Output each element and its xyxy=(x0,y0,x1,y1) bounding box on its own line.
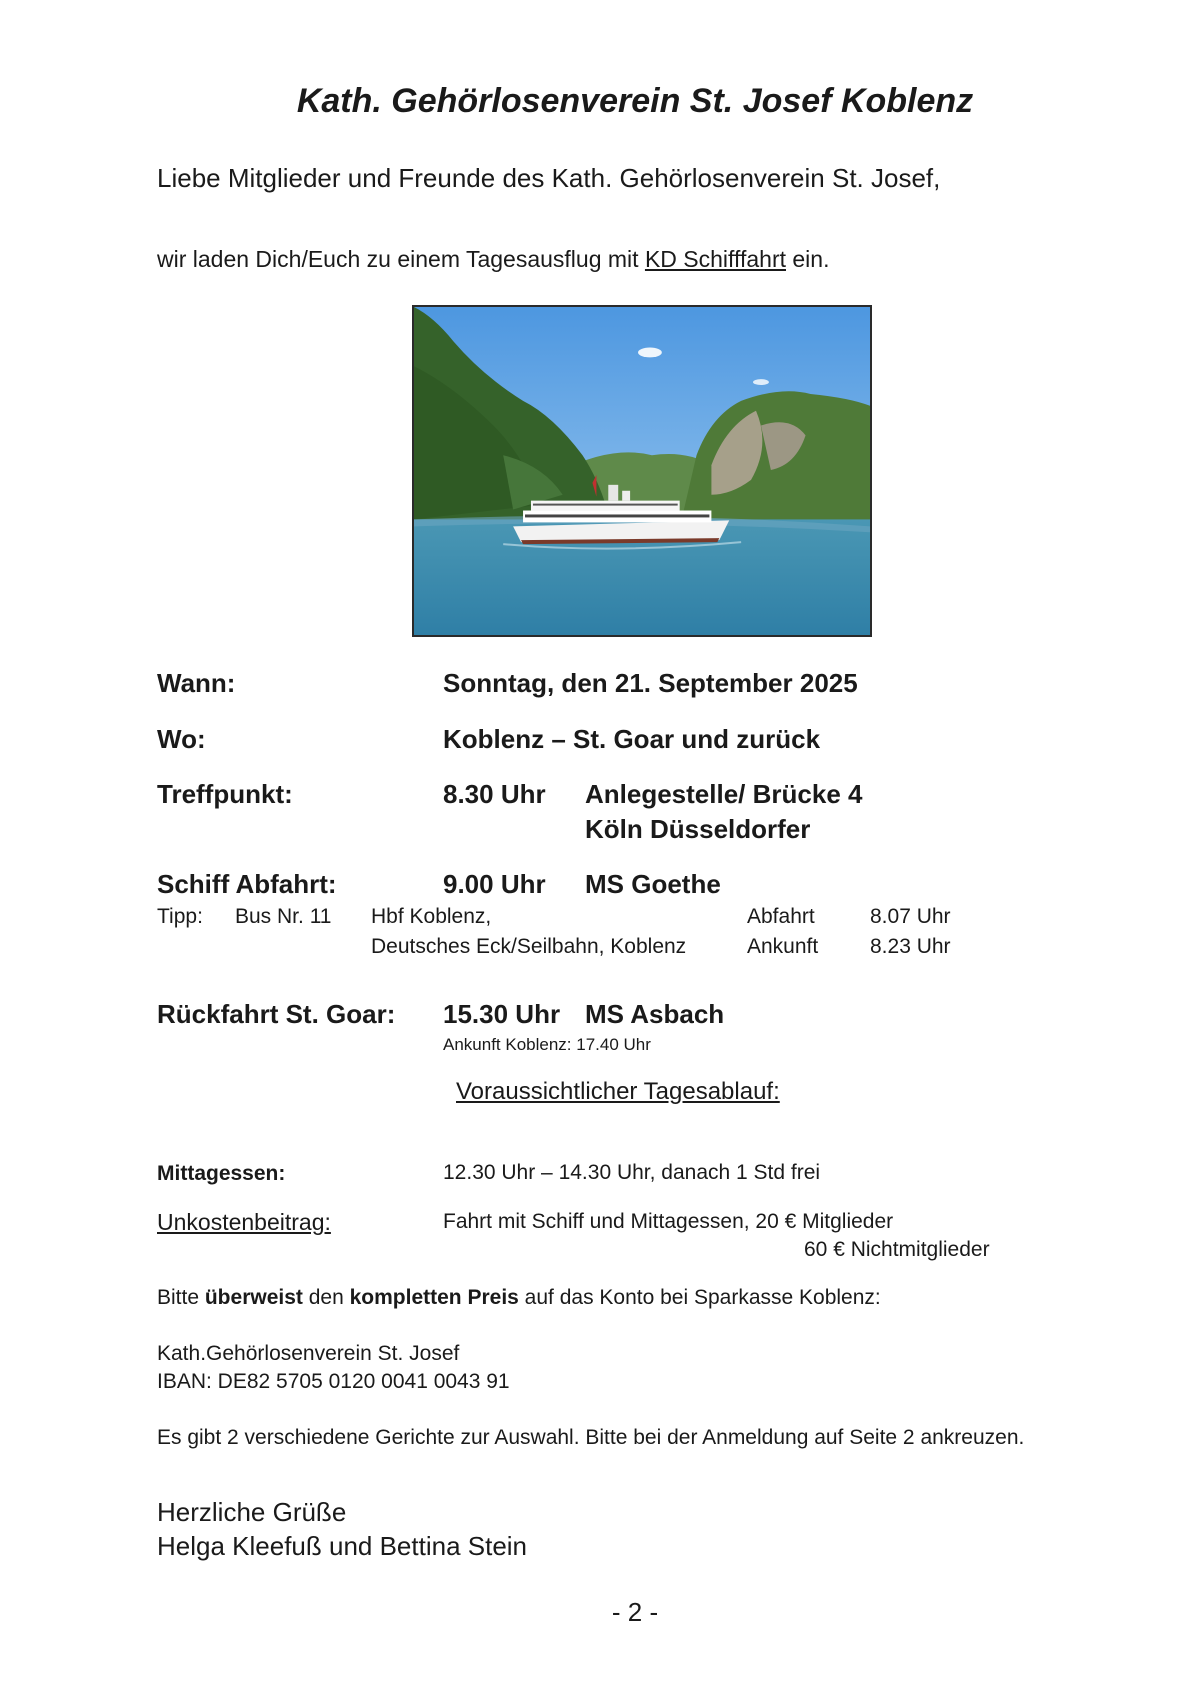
treffpunkt-label: Treffpunkt: xyxy=(157,779,293,809)
river-ship-photo xyxy=(412,305,872,637)
payment-text-3: auf das Konto bei Sparkasse Koblenz: xyxy=(518,1286,881,1309)
salutation: Liebe Mitglieder und Freunde des Kath. Gehörlosenverein St. Josef, xyxy=(157,163,941,193)
unkosten-line-1: Fahrt mit Schiff und Mittagessen, 20 € Mitglieder xyxy=(443,1210,894,1233)
treffpunkt-place-line-2: Köln Düsseldorfer xyxy=(585,814,811,844)
rueckfahrt-ship: MS Asbach xyxy=(585,999,725,1029)
tipp-stop-2: Deutsches Eck/Seilbahn, Koblenz xyxy=(371,935,687,958)
treffpunkt-time: 8.30 Uhr xyxy=(443,779,546,809)
unkosten-line-2: 60 € Nichtmitglieder xyxy=(804,1238,990,1261)
abfahrt-time: 9.00 Uhr xyxy=(443,869,546,899)
photo-graphic xyxy=(414,307,870,635)
closing-names: Helga Kleefuß und Bettina Stein xyxy=(157,1531,528,1561)
tipp-kind-1: Abfahrt xyxy=(747,905,815,928)
wo-value: Koblenz – St. Goar und zurück xyxy=(443,724,821,754)
wo-label: Wo: xyxy=(157,724,206,754)
invitation-text xyxy=(157,246,829,273)
rueckfahrt-arrival: Ankunft Koblenz: 17.40 Uhr xyxy=(443,1035,651,1054)
tipp-bus: Bus Nr. 11 xyxy=(235,905,332,928)
rueckfahrt-time: 15.30 Uhr xyxy=(443,999,561,1029)
tipp-kind-2: Ankunft xyxy=(747,935,819,958)
payment-instruction xyxy=(157,1286,881,1310)
mittagessen-value: 12.30 Uhr – 14.30 Uhr, danach 1 Std frei xyxy=(443,1161,821,1184)
abfahrt-label: Schiff Abfahrt: xyxy=(157,869,337,899)
payment-text-2: den xyxy=(302,1286,350,1309)
treffpunkt-place-line-1: Anlegestelle/ Brücke 4 xyxy=(585,779,863,809)
kd-schifffahrt-link[interactable]: KD Schifffahrt xyxy=(644,246,786,272)
invitation-text-end: ein. xyxy=(786,246,830,272)
wann-label: Wann: xyxy=(157,668,236,698)
account-iban: IBAN: DE82 5705 0120 0041 0043 91 xyxy=(157,1370,510,1393)
tipp-label: Tipp: xyxy=(157,905,203,928)
mittagessen-label: Mittagessen: xyxy=(157,1162,286,1185)
page-title: Kath. Gehörlosenverein St. Josef Koblenz xyxy=(296,82,974,120)
rueckfahrt-label: Rückfahrt St. Goar: xyxy=(157,999,396,1029)
invitation-text-start: wir laden Dich/Euch zu einem Tagesausflug mit xyxy=(157,246,645,272)
page-number: - 2 - xyxy=(611,1597,659,1627)
tipp-time-2: 8.23 Uhr xyxy=(870,935,951,958)
tagesablauf-heading: Voraussichtlicher Tagesablauf: xyxy=(456,1078,780,1105)
payment-text-1: Bitte xyxy=(157,1286,205,1309)
wann-value: Sonntag, den 21. September 2025 xyxy=(443,668,858,698)
account-name: Kath.Gehörlosenverein St. Josef xyxy=(157,1342,460,1365)
closing-greeting: Herzliche Grüße xyxy=(157,1497,347,1527)
unkosten-label: Unkostenbeitrag: xyxy=(157,1209,331,1235)
payment-bold-1: überweist xyxy=(204,1286,303,1309)
tipp-stop-1: Hbf Koblenz, xyxy=(371,905,492,928)
payment-bold-2: kompletten Preis xyxy=(349,1286,519,1309)
abfahrt-ship: MS Goethe xyxy=(585,869,721,899)
tipp-time-1: 8.07 Uhr xyxy=(870,905,951,928)
dishes-note: Es gibt 2 verschiedene Gerichte zur Auswahl. Bitte bei der Anmeldung auf Seite 2 ankreuzen. xyxy=(157,1426,1025,1449)
